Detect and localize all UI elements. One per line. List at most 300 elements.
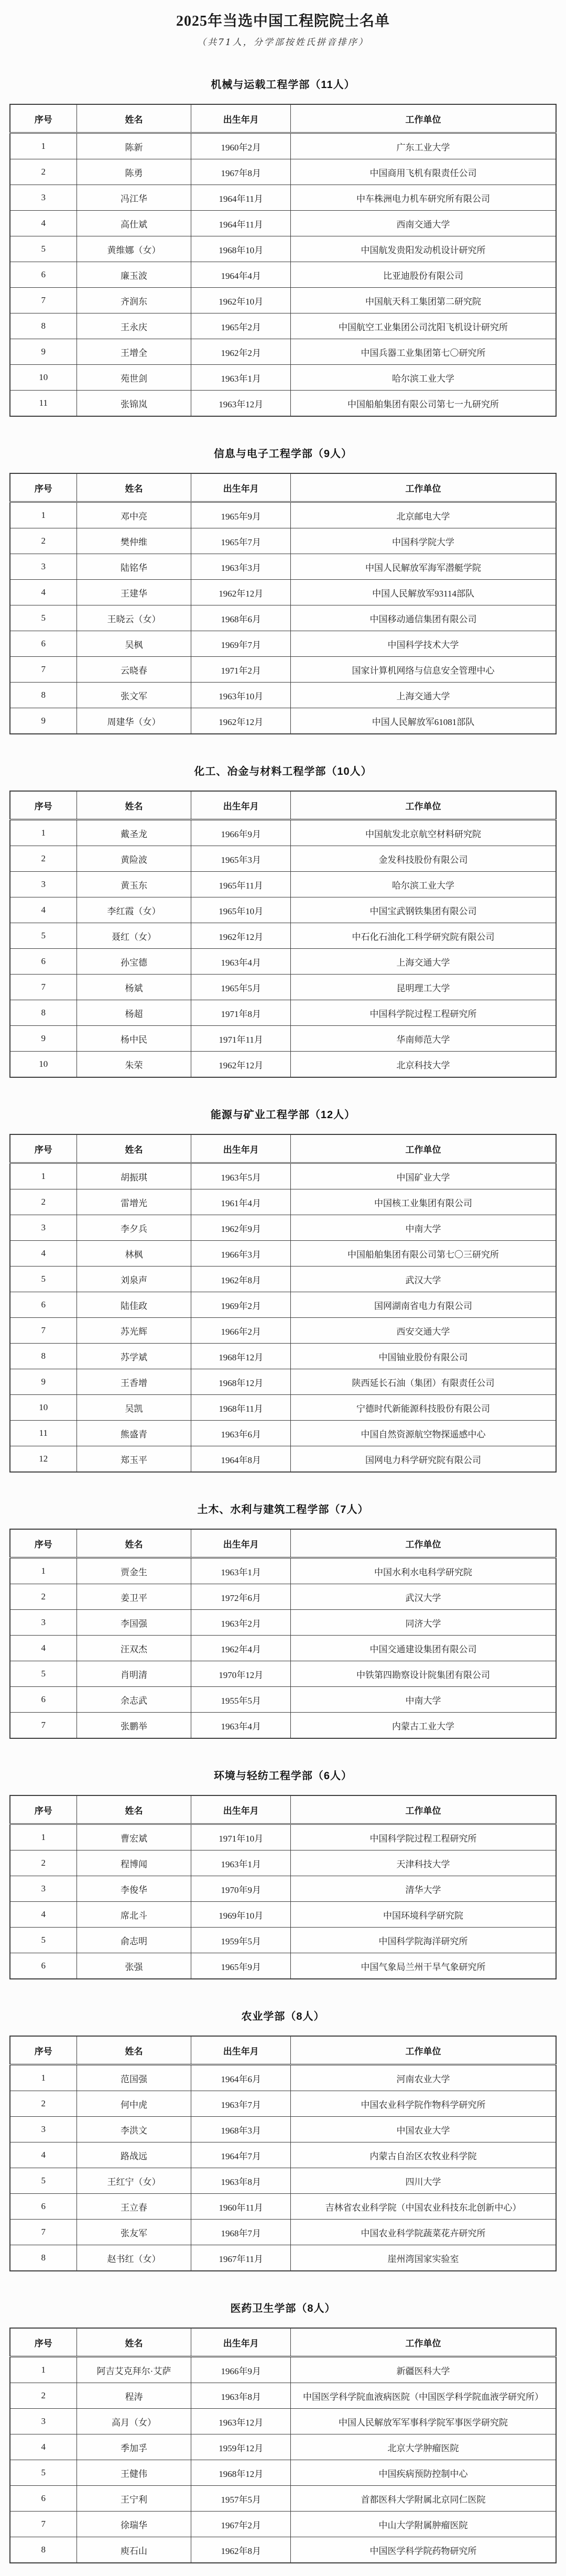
cell-name: 张锦岚 [77,391,191,417]
cell-index: 2 [10,2091,77,2117]
cell-name: 季加孚 [77,2434,191,2460]
cell-name: 何中虎 [77,2091,191,2117]
cell-index: 1 [10,1824,77,1850]
cell-name: 苏学斌 [77,1344,191,1369]
cell-index: 11 [10,1421,77,1446]
header-row [10,1134,556,1163]
table-row [10,1953,556,1979]
cell-index: 2 [10,1189,77,1215]
cell-index: 7 [10,975,77,1000]
cell-birthdate: 1959年5月 [191,1928,291,1953]
table-row [10,2245,556,2271]
cell-birthdate: 1962年4月 [191,1636,291,1661]
table-row [10,185,556,211]
cell-index: 4 [10,1636,77,1661]
cell-organization: 清华大学 [291,1876,556,1902]
cell-birthdate: 1967年8月 [191,159,291,185]
cell-index: 6 [10,631,77,657]
table-row [10,1584,556,1610]
table-row [10,365,556,391]
table-row [10,1558,556,1584]
cell-organization: 吉林省农业科学院（中国农业科技东北创新中心） [291,2194,556,2220]
cell-birthdate: 1963年1月 [191,1558,291,1584]
cell-organization: 中国航发北京航空材料研究院 [291,820,556,846]
table-row [10,1026,556,1052]
cell-organization: 内蒙古工业大学 [291,1713,556,1739]
cell-birthdate: 1957年5月 [191,2486,291,2512]
table-row [10,1163,556,1189]
cell-organization: 新疆医科大学 [291,2357,556,2383]
sections-container [0,76,566,2563]
table-row [10,2091,556,2117]
cell-birthdate: 1965年11月 [191,872,291,897]
cell-name: 周建华（女） [77,708,191,734]
table-row [10,1876,556,1902]
cell-birthdate: 1971年11月 [191,1026,291,1052]
cell-index: 10 [10,1395,77,1421]
cell-organization: 中国铀业股份有限公司 [291,1344,556,1369]
cell-birthdate: 1969年10月 [191,1902,291,1928]
header-row [10,2328,556,2357]
table-row [10,159,556,185]
cell-name: 王增全 [77,339,191,365]
cell-birthdate: 1970年9月 [191,1876,291,1902]
cell-name: 李夕兵 [77,1215,191,1241]
cell-name: 杨斌 [77,975,191,1000]
column-header: 出生年月 [191,791,291,820]
cell-birthdate: 1955年5月 [191,1687,291,1713]
cell-organization: 四川大学 [291,2168,556,2194]
cell-name: 程涛 [77,2383,191,2409]
cell-index: 5 [10,2460,77,2486]
cell-name: 苑世剑 [77,365,191,391]
cell-name: 刘泉声 [77,1267,191,1292]
cell-birthdate: 1968年12月 [191,1369,291,1395]
cell-birthdate: 1965年7月 [191,528,291,554]
cell-birthdate: 1963年12月 [191,2409,291,2434]
cell-name: 肖明清 [77,1661,191,1687]
section-title: 信息与电子工程学部（9人） [213,448,353,460]
cell-organization: 哈尔滨工业大学 [291,872,556,897]
cell-index: 10 [10,365,77,391]
cell-name: 郑玉平 [77,1446,191,1473]
table-row [10,1344,556,1369]
cell-organization: 中国科学技术大学 [291,631,556,657]
cell-index: 3 [10,1215,77,1241]
cell-birthdate: 1965年9月 [191,502,291,528]
column-header: 出生年月 [191,1134,291,1163]
cell-index: 7 [10,2220,77,2245]
column-header: 工作单位 [291,104,556,133]
cell-name: 齐润东 [77,288,191,313]
table-row [10,1661,556,1687]
cell-organization: 首都医科大学附属北京同仁医院 [291,2486,556,2512]
cell-name: 王晓云（女） [77,605,191,631]
header-row [10,104,556,133]
cell-organization: 上海交通大学 [291,949,556,975]
section-title: 能源与矿业工程学部（12人） [210,1109,356,1121]
table-row [10,657,556,683]
table-row [10,1215,556,1241]
table-row [10,288,556,313]
cell-index: 2 [10,528,77,554]
cell-birthdate: 1963年6月 [191,1421,291,1446]
cell-organization: 中国矿业大学 [291,1163,556,1189]
table-row [10,1369,556,1395]
cell-organization: 陕西延长石油（集团）有限责任公司 [291,1369,556,1395]
table-row [10,502,556,528]
cell-birthdate: 1963年4月 [191,1713,291,1739]
cell-birthdate: 1966年2月 [191,1318,291,1344]
table-row [10,872,556,897]
cell-index: 8 [10,683,77,708]
column-header: 序号 [10,1529,77,1558]
cell-index: 6 [10,1292,77,1318]
cell-index: 7 [10,288,77,313]
cell-birthdate: 1969年7月 [191,631,291,657]
cell-organization: 中国交通建设集团有限公司 [291,1636,556,1661]
cell-organization: 国网电力科学研究院有限公司 [291,1446,556,1473]
cell-organization: 西南交通大学 [291,211,556,236]
table-row [10,2357,556,2383]
table-row [10,1687,556,1713]
column-header: 序号 [10,473,77,502]
table-row [10,1850,556,1876]
cell-birthdate: 1965年3月 [191,846,291,872]
cell-name: 冯江华 [77,185,191,211]
cell-birthdate: 1971年8月 [191,1000,291,1026]
cell-organization: 中国船舶集团有限公司第七一九研究所 [291,391,556,417]
cell-index: 8 [10,1000,77,1026]
cell-index: 1 [10,1558,77,1584]
table-row [10,211,556,236]
cell-birthdate: 1962年12月 [191,708,291,734]
cell-name: 陈勇 [77,159,191,185]
table-row [10,2220,556,2245]
cell-birthdate: 1969年2月 [191,1292,291,1318]
cell-index: 2 [10,2383,77,2409]
table-row [10,683,556,708]
cell-birthdate: 1963年1月 [191,1850,291,1876]
table-row [10,528,556,554]
table-row [10,391,556,417]
cell-index: 6 [10,2194,77,2220]
cell-organization: 河南农业大学 [291,2065,556,2091]
cell-birthdate: 1964年11月 [191,211,291,236]
table-row [10,820,556,846]
cell-organization: 中国自然资源航空物探遥感中心 [291,1421,556,1446]
cell-organization: 崖州湾国家实验室 [291,2245,556,2271]
cell-index: 6 [10,1953,77,1979]
cell-organization: 中国商用飞机有限责任公司 [291,159,556,185]
cell-organization: 中国环境科学研究院 [291,1902,556,1928]
department-section [0,2008,566,2271]
cell-organization: 武汉大学 [291,1267,556,1292]
cell-name: 曹宏斌 [77,1824,191,1850]
cell-birthdate: 1964年6月 [191,2065,291,2091]
table-row [10,923,556,949]
table-row [10,1928,556,1953]
cell-name: 陆佳政 [77,1292,191,1318]
department-section [0,1767,566,1979]
column-header: 工作单位 [291,2328,556,2357]
cell-organization: 中国核工业集团有限公司 [291,1189,556,1215]
table-row [10,2168,556,2194]
cell-name: 张强 [77,1953,191,1979]
cell-name: 张文军 [77,683,191,708]
cell-index: 8 [10,2537,77,2563]
table-row [10,631,556,657]
cell-organization: 中国航空工业集团公司沈阳飞机设计研究所 [291,313,556,339]
cell-birthdate: 1966年3月 [191,1241,291,1267]
column-header: 姓名 [77,1134,191,1163]
cell-birthdate: 1961年4月 [191,1189,291,1215]
cell-name: 黄玉东 [77,872,191,897]
cell-name: 杨中民 [77,1026,191,1052]
cell-index: 6 [10,949,77,975]
cell-name: 雷增光 [77,1189,191,1215]
cell-index: 1 [10,2065,77,2091]
cell-name: 路战远 [77,2142,191,2168]
table-row [10,897,556,923]
cell-index: 1 [10,133,77,159]
cell-organization: 中石化石油化工科学研究院有限公司 [291,923,556,949]
column-header: 出生年月 [191,2328,291,2357]
table-row [10,2512,556,2537]
column-header: 工作单位 [291,2036,556,2065]
cell-index: 7 [10,1318,77,1344]
table-row [10,2486,556,2512]
cell-birthdate: 1968年12月 [191,2460,291,2486]
column-header: 序号 [10,2328,77,2357]
cell-name: 余志武 [77,1687,191,1713]
document-subtitle: （共71人，分学部按姓氏拼音排序） [197,37,369,48]
cell-index: 6 [10,2486,77,2512]
cell-organization: 中国水利水电科学研究院 [291,1558,556,1584]
cell-birthdate: 1970年12月 [191,1661,291,1687]
cell-birthdate: 1965年2月 [191,313,291,339]
cell-organization: 中国宝武钢铁集团有限公司 [291,897,556,923]
column-header: 姓名 [77,1795,191,1824]
cell-index: 5 [10,923,77,949]
cell-organization: 中山大学附属肿瘤医院 [291,2512,556,2537]
table-row [10,2460,556,2486]
cell-organization: 中国农业科学院作物科学研究所 [291,2091,556,2117]
cell-name: 张友军 [77,2220,191,2245]
cell-birthdate: 1962年9月 [191,1215,291,1241]
cell-birthdate: 1963年1月 [191,365,291,391]
cell-organization: 中铁第四勘察设计院集团有限公司 [291,1661,556,1687]
cell-index: 1 [10,502,77,528]
cell-organization: 中国人民解放军93114部队 [291,580,556,605]
table-row [10,2117,556,2142]
cell-organization: 中国医学科学院血液病医院（中国医学科学院血液学研究所） [291,2383,556,2409]
cell-index: 1 [10,820,77,846]
table-row [10,2142,556,2168]
cell-index: 4 [10,1902,77,1928]
cell-birthdate: 1962年8月 [191,1267,291,1292]
section-title: 机械与运载工程学部（11人） [211,79,355,91]
department-section [0,1106,566,1473]
cell-index: 3 [10,1876,77,1902]
cell-organization: 中国农业大学 [291,2117,556,2142]
column-header: 序号 [10,2036,77,2065]
cell-birthdate: 1962年12月 [191,923,291,949]
cell-organization: 中国科学院过程工程研究所 [291,1000,556,1026]
table-row [10,1421,556,1446]
table-row [10,2194,556,2220]
cell-birthdate: 1966年9月 [191,2357,291,2383]
cell-organization: 中国科学院过程工程研究所 [291,1824,556,1850]
cell-birthdate: 1968年3月 [191,2117,291,2142]
roster-table [9,1795,557,1979]
cell-birthdate: 1964年11月 [191,185,291,211]
cell-organization: 中国疾病预防控制中心 [291,2460,556,2486]
column-header: 工作单位 [291,1134,556,1163]
department-section [0,76,566,417]
cell-name: 张鹏举 [77,1713,191,1739]
document-title: 2025年当选中国工程院院士名单 [176,13,390,29]
cell-organization: 武汉大学 [291,1584,556,1610]
section-title: 环境与轻纺工程学部（6人） [213,1770,353,1782]
table-row [10,1318,556,1344]
cell-organization: 中国气象局兰州干旱气象研究所 [291,1953,556,1979]
cell-name: 聂红（女） [77,923,191,949]
table-row [10,554,556,580]
cell-index: 3 [10,1610,77,1636]
cell-name: 吴凯 [77,1395,191,1421]
table-row [10,313,556,339]
cell-index: 7 [10,1713,77,1739]
cell-index: 6 [10,1687,77,1713]
cell-birthdate: 1962年12月 [191,1052,291,1078]
cell-index: 3 [10,872,77,897]
cell-name: 席北斗 [77,1902,191,1928]
cell-organization: 西安交通大学 [291,1318,556,1344]
table-row [10,1824,556,1850]
cell-birthdate: 1965年5月 [191,975,291,1000]
cell-name: 庾石山 [77,2537,191,2563]
table-row [10,1267,556,1292]
cell-organization: 中南大学 [291,1215,556,1241]
cell-birthdate: 1963年7月 [191,2091,291,2117]
roster-table [9,104,557,417]
cell-organization: 昆明理工大学 [291,975,556,1000]
cell-organization: 中国船舶集团有限公司第七〇三研究所 [291,1241,556,1267]
roster-table [9,1529,557,1739]
cell-index: 12 [10,1446,77,1473]
cell-name: 林枫 [77,1241,191,1267]
cell-index: 8 [10,1344,77,1369]
cell-name: 王宁利 [77,2486,191,2512]
cell-name: 王永庆 [77,313,191,339]
cell-index: 3 [10,2117,77,2142]
cell-birthdate: 1964年4月 [191,262,291,288]
cell-index: 9 [10,339,77,365]
cell-birthdate: 1966年9月 [191,820,291,846]
cell-name: 陆铭华 [77,554,191,580]
department-section [0,1501,566,1739]
cell-birthdate: 1962年8月 [191,2537,291,2563]
cell-birthdate: 1960年11月 [191,2194,291,2220]
cell-index: 5 [10,605,77,631]
cell-organization: 宁德时代新能源科技股份有限公司 [291,1395,556,1421]
table-row [10,339,556,365]
cell-organization: 中国科学院海洋研究所 [291,1928,556,1953]
column-header: 工作单位 [291,1795,556,1824]
column-header: 工作单位 [291,473,556,502]
cell-name: 吴枫 [77,631,191,657]
cell-name: 黄险波 [77,846,191,872]
table-row [10,975,556,1000]
cell-organization: 中国人民解放军海军潜艇学院 [291,554,556,580]
cell-name: 苏光辉 [77,1318,191,1344]
cell-index: 5 [10,2168,77,2194]
cell-name: 熊盛青 [77,1421,191,1446]
department-section [0,445,566,734]
cell-birthdate: 1962年12月 [191,580,291,605]
cell-index: 2 [10,159,77,185]
cell-birthdate: 1971年2月 [191,657,291,683]
column-header: 出生年月 [191,473,291,502]
cell-organization: 哈尔滨工业大学 [291,365,556,391]
cell-name: 范国强 [77,2065,191,2091]
cell-birthdate: 1959年12月 [191,2434,291,2460]
cell-organization: 中国人民解放军61081部队 [291,708,556,734]
cell-name: 阿吉艾克拜尔·艾萨 [77,2357,191,2383]
table-row [10,949,556,975]
cell-birthdate: 1968年11月 [191,1395,291,1421]
cell-index: 5 [10,236,77,262]
table-row [10,846,556,872]
column-header: 工作单位 [291,791,556,820]
table-row [10,2537,556,2563]
section-title: 土木、水利与建筑工程学部（7人） [197,1504,369,1516]
table-row [10,2383,556,2409]
cell-index: 4 [10,1241,77,1267]
table-row [10,1713,556,1739]
cell-name: 樊仲维 [77,528,191,554]
cell-name: 王立春 [77,2194,191,2220]
table-row [10,1189,556,1215]
cell-index: 3 [10,2409,77,2434]
table-row [10,1446,556,1473]
table-row [10,1902,556,1928]
cell-organization: 同济大学 [291,1610,556,1636]
cell-index: 5 [10,1267,77,1292]
cell-organization: 中国农业科学院蔬菜花卉研究所 [291,2220,556,2245]
column-header: 出生年月 [191,104,291,133]
cell-name: 李国强 [77,1610,191,1636]
cell-birthdate: 1967年11月 [191,2245,291,2271]
cell-name: 王健伟 [77,2460,191,2486]
cell-index: 4 [10,2434,77,2460]
cell-organization: 金发科技股份有限公司 [291,846,556,872]
cell-index: 4 [10,580,77,605]
cell-name: 廉玉波 [77,262,191,288]
cell-name: 俞志明 [77,1928,191,1953]
department-section [0,763,566,1078]
cell-index: 4 [10,2142,77,2168]
cell-organization: 中国航发贵阳发动机设计研究所 [291,236,556,262]
cell-organization: 中国科学院大学 [291,528,556,554]
cell-birthdate: 1965年10月 [191,897,291,923]
header-row [10,1795,556,1824]
cell-organization: 比亚迪股份有限公司 [291,262,556,288]
header-row [10,2036,556,2065]
cell-index: 6 [10,262,77,288]
column-header: 出生年月 [191,1529,291,1558]
